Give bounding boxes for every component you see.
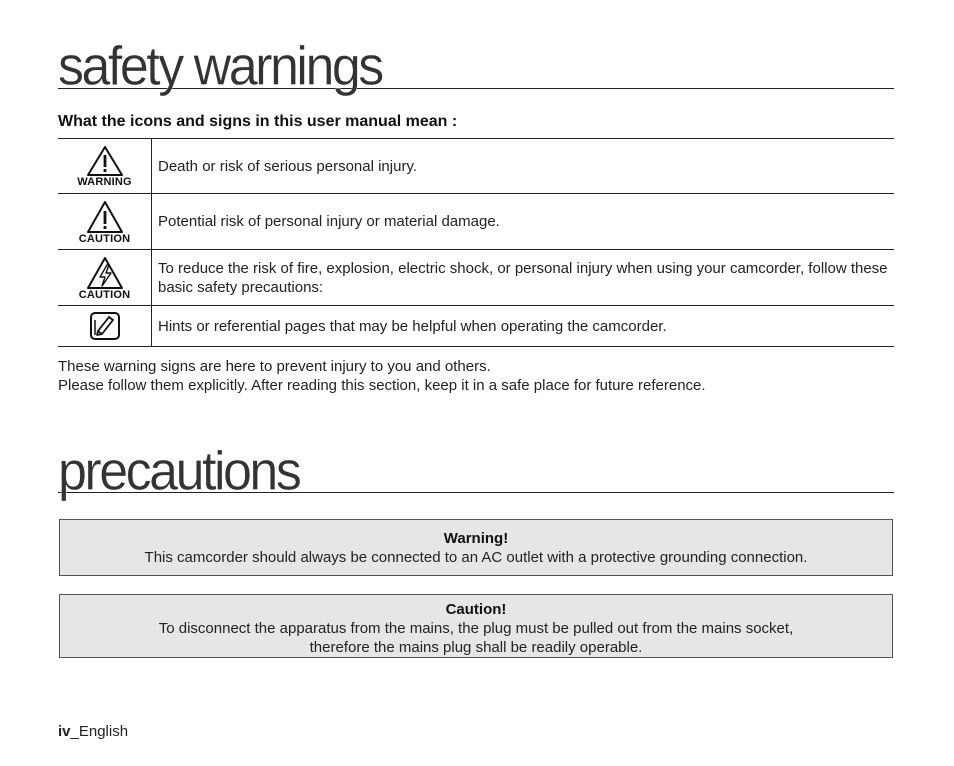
page-title-precautions (58, 441, 894, 503)
warning-label: WARNING (77, 176, 132, 188)
note-line-1: These warning signs are here to prevent injury to you and others. (58, 358, 491, 375)
table-row (58, 250, 894, 306)
caution-box-heading: Caution! (445, 601, 507, 618)
note-description: Hints or referential pages that may be helpful when operating the camcorder. (152, 306, 895, 347)
warning-triangle-icon (85, 144, 125, 178)
safety-warnings-heading: safety warnings (58, 36, 382, 98)
warning-box-heading: Warning! (443, 530, 509, 547)
note-pencil-icon (89, 311, 121, 341)
caution-box-line-1: To disconnect the apparatus from the mains, the plug must be pulled out from the mains socket, (158, 620, 794, 637)
page-number: iv (58, 723, 71, 740)
warning-signs-note (58, 357, 706, 395)
precautions-heading: precautions (58, 441, 300, 503)
icon-cell (58, 250, 152, 306)
caution-label: CAUTION (78, 232, 131, 245)
footer-language: _English (70, 723, 129, 740)
icon-cell (58, 194, 152, 250)
icon-cell (58, 139, 152, 194)
warning-box-text: This camcorder should always be connected to an AC outlet with a protective grounding connection. (144, 549, 808, 566)
table-row (58, 306, 894, 347)
electric-shock-triangle-icon (85, 255, 125, 291)
page-title-safety-warnings (58, 36, 894, 98)
warning-box (59, 519, 893, 576)
note-line-2: Please follow them explicitly. After reading this section, keep it in a safe place for future reference. (58, 377, 706, 394)
warning-description: Death or risk of serious personal injury. (152, 139, 895, 194)
shock-description: To reduce the risk of fire, explosion, electric shock, or personal injury when using your camcorder, follow these basic safety precautions: (152, 250, 895, 306)
caution-description: Potential risk of personal injury or material damage. (152, 194, 895, 250)
icon-cell (58, 306, 152, 347)
table-row (58, 139, 894, 194)
caution-box-line-2: therefore the mains plug shall be readily operable. (309, 639, 643, 656)
shock-caution-label: CAUTION (78, 288, 131, 301)
table-row (58, 194, 894, 250)
caution-triangle-icon (85, 199, 125, 235)
page-footer (58, 723, 128, 740)
icon-meaning-table (58, 138, 894, 347)
icons-signs-subheading: What the icons and signs in this user manual mean : (58, 113, 458, 130)
caution-box (59, 594, 893, 658)
